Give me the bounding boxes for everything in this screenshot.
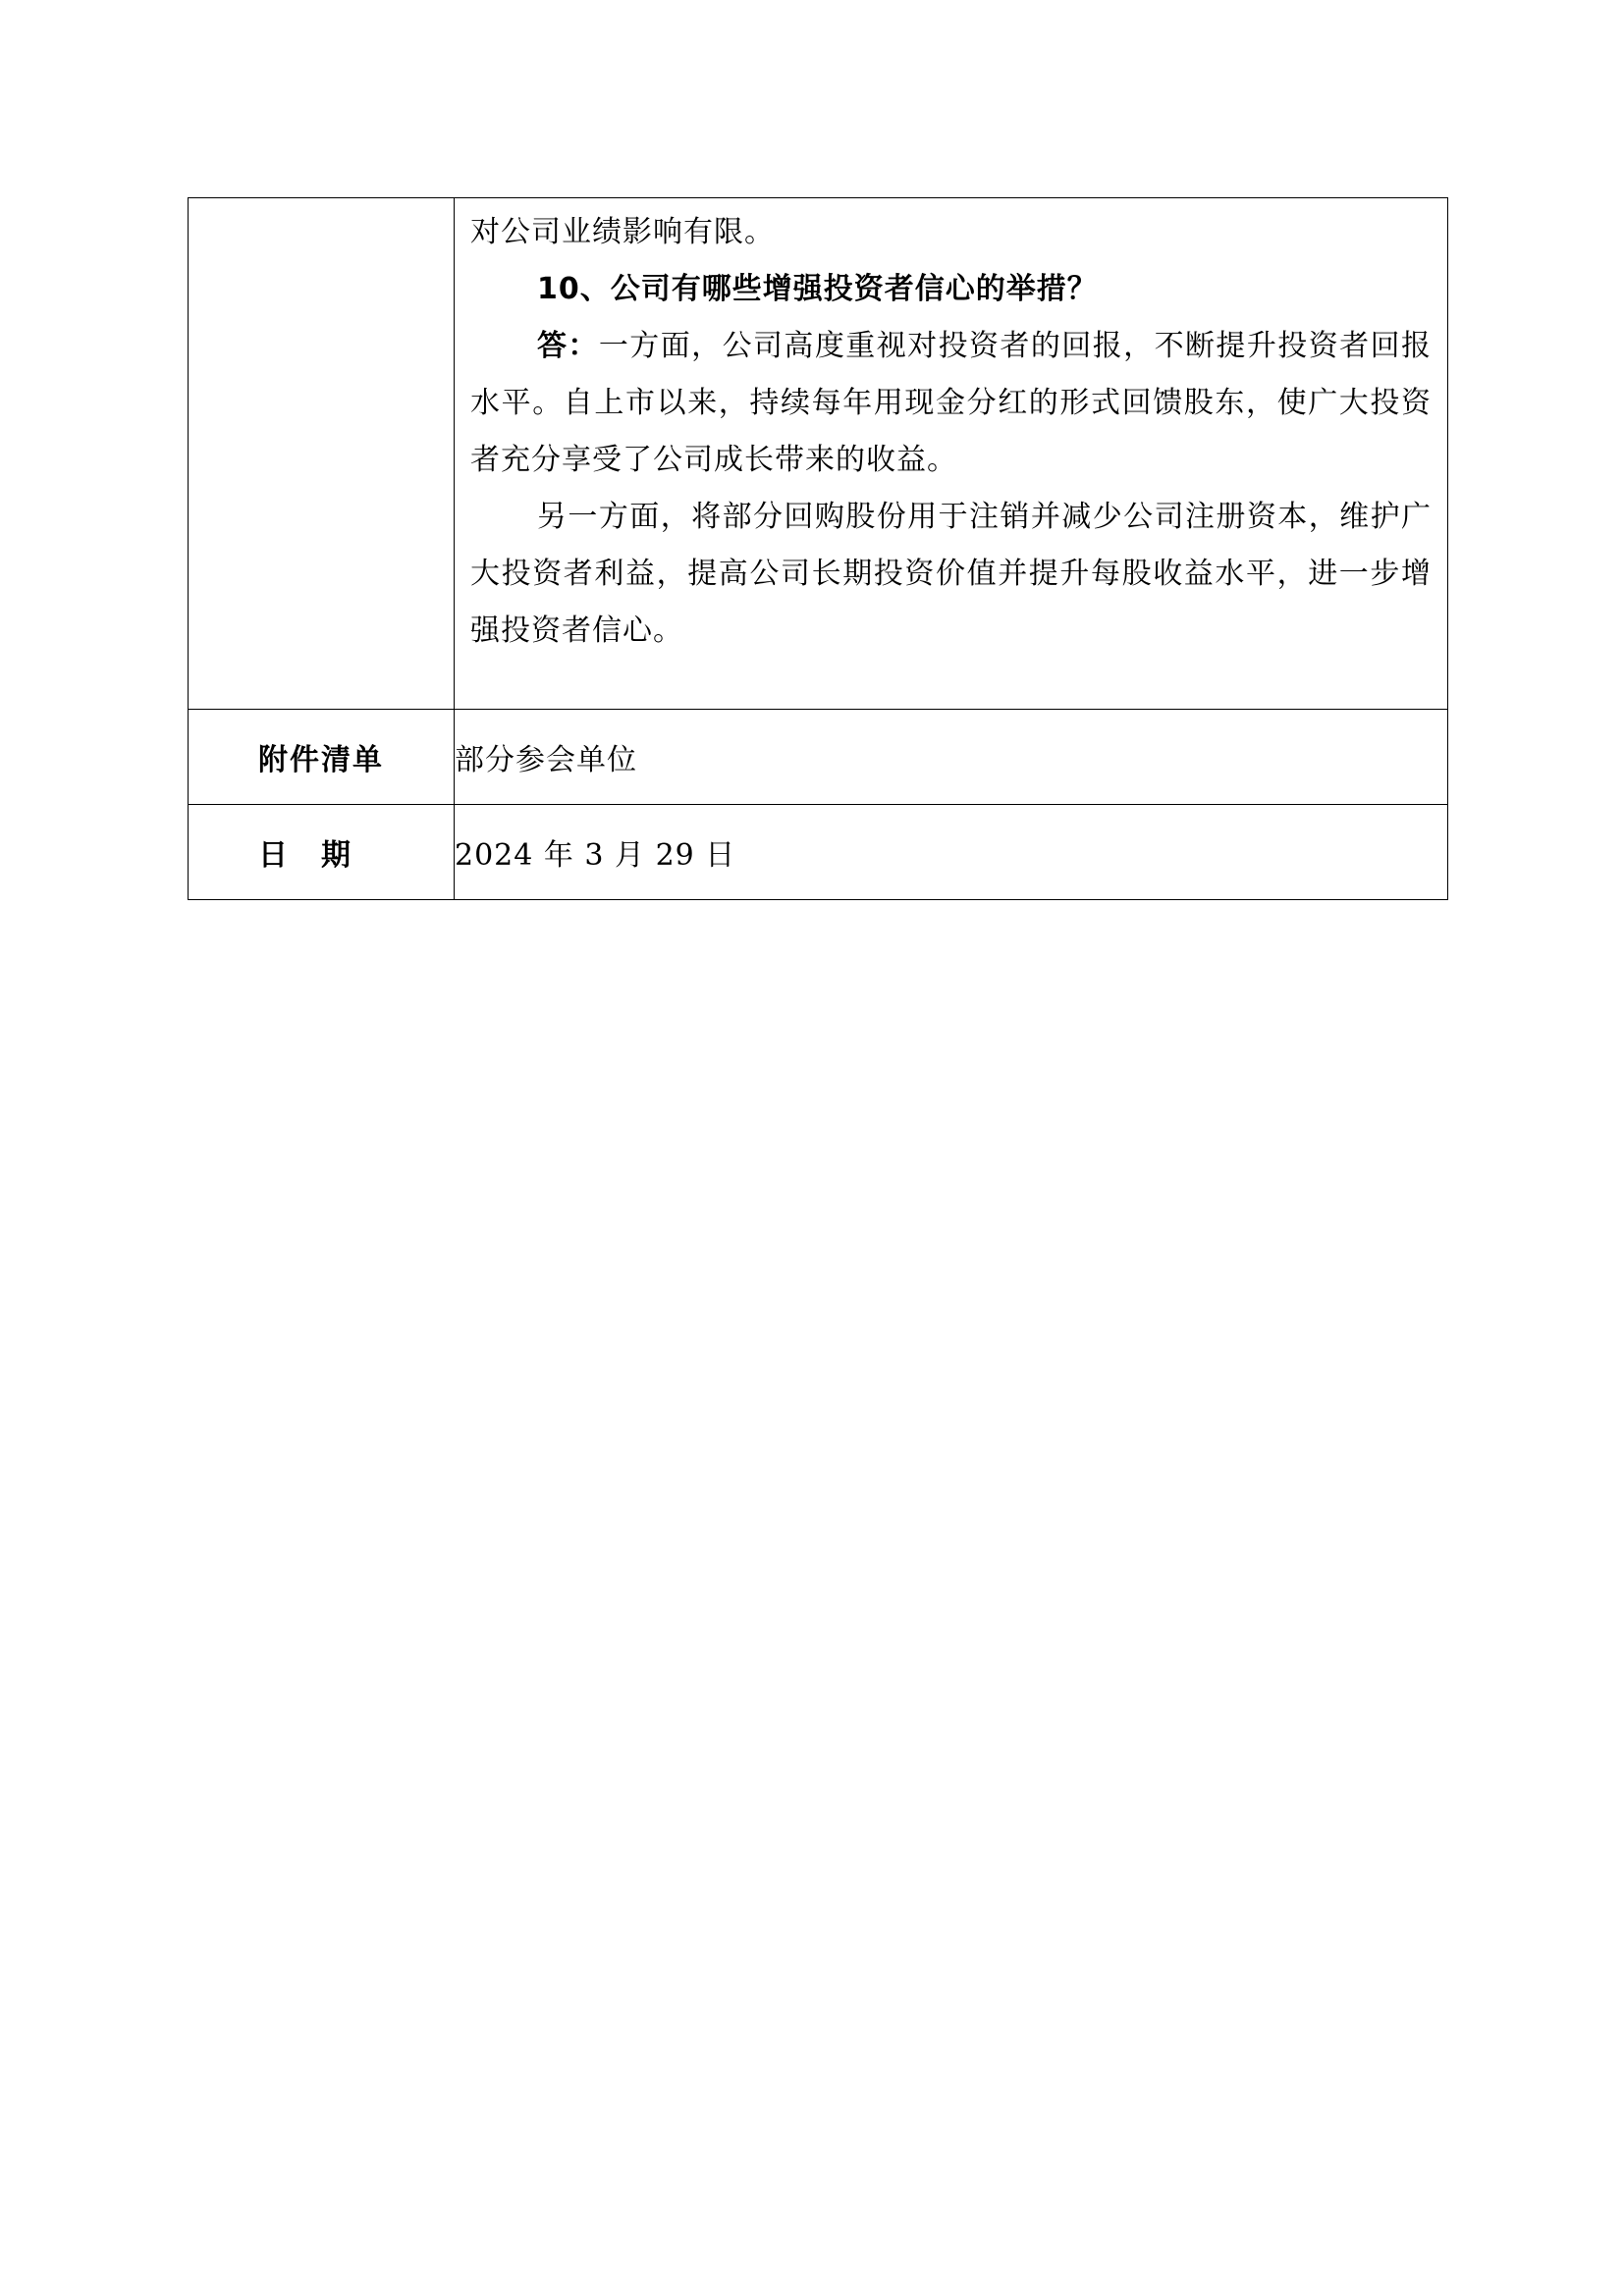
answer-lead: 答： <box>537 329 599 363</box>
continued-text: 对公司业绩影响有限。 <box>470 215 775 249</box>
date-label: 日期 <box>189 805 455 900</box>
attachments-value: 部分参会单位 <box>455 710 1448 805</box>
question-heading: 10、公司有哪些增强投资者信心的举措？ <box>537 272 1098 306</box>
answer-paragraph-2: 另一方面，将部分回购股份用于注销并减少公司注册资本，维护广大投资者利益，提高公司长期投资价值并提升每股收益水平，进一步增强投资者信心。 <box>470 500 1432 648</box>
table-row-date <box>189 805 1448 900</box>
empty-label-cell <box>189 198 455 710</box>
attachments-label: 附件清单 <box>189 710 455 805</box>
answer-text-1: 一方面，公司高度重视对投资者的回报，不断提升投资者回报水平。自上市以来，持续每年用现金分红的形式回馈股东，使广大投资者充分享受了公司成长带来的收益。 <box>470 329 1433 477</box>
table-row-continuation <box>189 198 1448 710</box>
content-cell <box>455 198 1448 710</box>
investor-relations-record-table <box>188 197 1448 900</box>
table-row-attachments <box>189 710 1448 805</box>
answer-paragraph-1 <box>470 318 1432 489</box>
date-value: 2024 年 3 月 29 日 <box>455 805 1448 900</box>
